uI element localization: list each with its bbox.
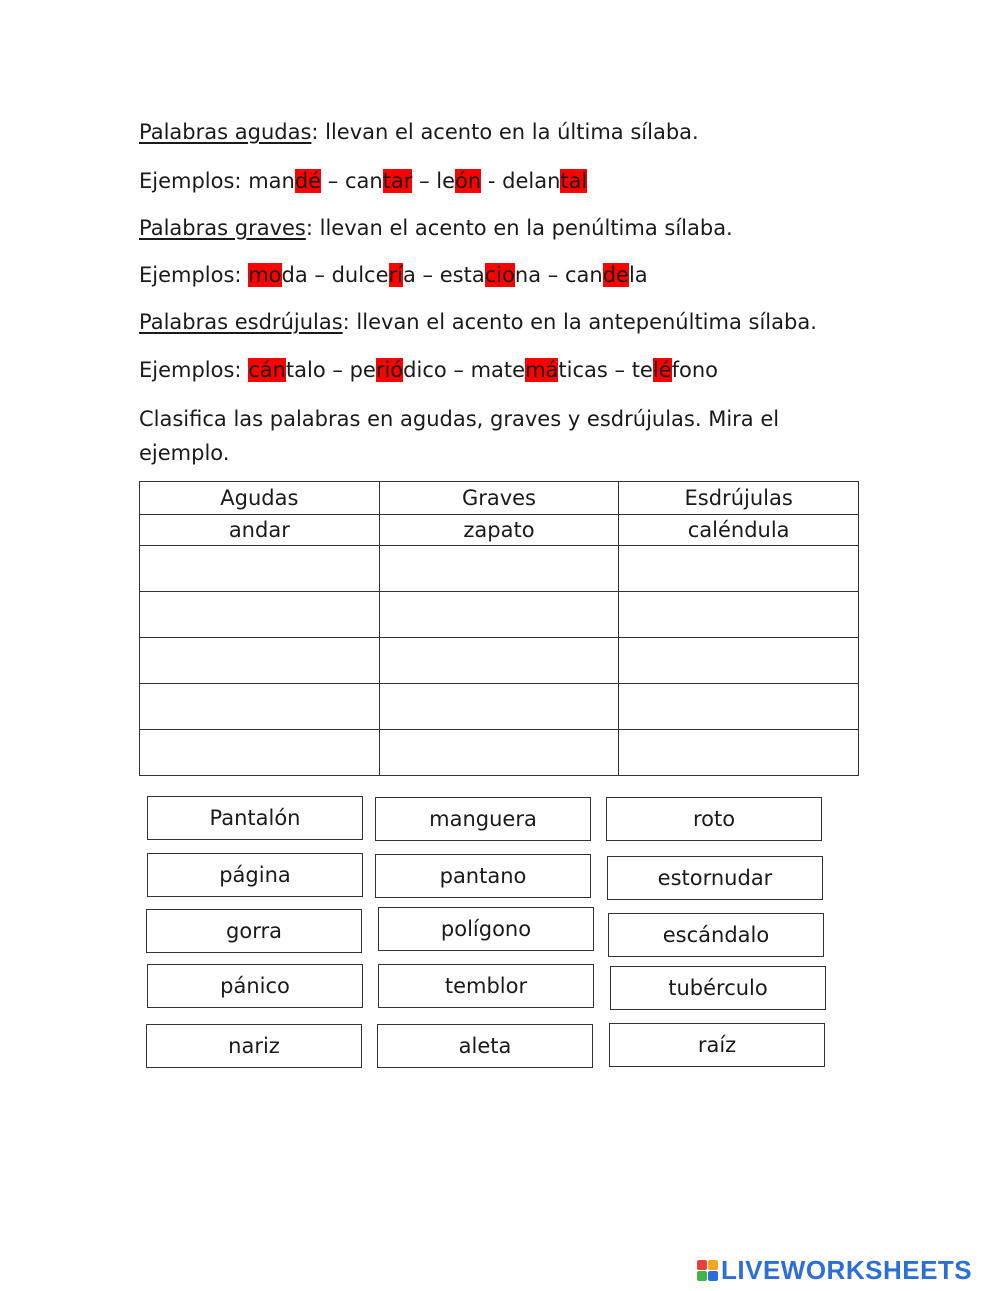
- stressed-syllable: cio: [484, 263, 515, 287]
- drop-cell-esdrujulas[interactable]: [619, 638, 859, 684]
- word-box[interactable]: manguera: [375, 797, 591, 841]
- word-box[interactable]: pánico: [147, 964, 363, 1008]
- drop-cell-esdrujulas[interactable]: [619, 684, 859, 730]
- table-header-row: [140, 482, 859, 515]
- logo-tile: [708, 1260, 718, 1270]
- word-box[interactable]: Pantalón: [147, 796, 363, 840]
- example-word: [248, 263, 308, 287]
- table-row: [140, 638, 859, 684]
- example-word: [332, 263, 416, 287]
- header-esdrujulas: Esdrújulas: [619, 482, 859, 515]
- logo-tile: [697, 1271, 707, 1281]
- term-esdrujulas: Palabras esdrújulas: [139, 310, 343, 334]
- syllable: a: [402, 263, 416, 287]
- example-word: [345, 169, 412, 193]
- word-box[interactable]: pantano: [375, 854, 591, 898]
- example-separator: –: [321, 169, 345, 193]
- stressed-syllable: rió: [375, 358, 404, 382]
- definition-agudas: : llevan el acento en la última sílaba.: [311, 120, 699, 144]
- example-word: [565, 263, 648, 287]
- examples-prefix: Ejemplos:: [139, 169, 249, 193]
- word-box[interactable]: polígono: [378, 907, 594, 951]
- header-graves: Graves: [379, 482, 619, 515]
- examples-agudas: [139, 166, 587, 196]
- example-separator: –: [446, 358, 471, 382]
- example-word: [248, 169, 321, 193]
- stressed-syllable: rí: [388, 263, 403, 287]
- word-box[interactable]: aleta: [377, 1024, 593, 1068]
- drop-cell-agudas[interactable]: [140, 684, 380, 730]
- example-word: [502, 169, 587, 193]
- syllable: na: [514, 263, 542, 287]
- example-separator: –: [307, 263, 332, 287]
- syllable: la: [628, 263, 648, 287]
- drop-cell-esdrujulas[interactable]: [619, 730, 859, 776]
- classification-table: [139, 481, 859, 776]
- example-separator: –: [412, 169, 437, 193]
- table-row: [140, 684, 859, 730]
- example-grave: zapato: [379, 515, 619, 546]
- drop-cell-agudas[interactable]: [140, 546, 380, 592]
- liveworksheets-logo: [697, 1255, 972, 1285]
- table-row: [140, 592, 859, 638]
- examples-prefix: Ejemplos:: [139, 263, 249, 287]
- stressed-syllable: cán: [248, 358, 286, 382]
- liveworksheets-icon: [697, 1260, 718, 1281]
- examples-graves: [139, 260, 648, 290]
- example-word: [471, 358, 608, 382]
- syllable: le: [436, 169, 456, 193]
- stressed-syllable: de: [602, 263, 629, 287]
- logo-tile: [708, 1271, 718, 1281]
- syllable: dico: [403, 358, 447, 382]
- examples-prefix: Ejemplos:: [139, 358, 249, 382]
- word-box[interactable]: gorra: [146, 909, 362, 953]
- instructions: Clasifica las palabras en agudas, graves y esdrújulas. Mira el ejemplo.: [139, 407, 780, 465]
- table-row: [140, 730, 859, 776]
- drop-cell-agudas[interactable]: [140, 592, 380, 638]
- definition-graves: : llevan el acento en la penúltima sílaba.: [305, 216, 733, 240]
- term-agudas: Palabras agudas: [139, 120, 312, 144]
- stressed-syllable: má: [525, 358, 559, 382]
- table-example-row: [140, 515, 859, 546]
- example-esdrujula: caléndula: [619, 515, 859, 546]
- table-row: [140, 546, 859, 592]
- example-separator: –: [415, 263, 440, 287]
- word-box[interactable]: página: [147, 853, 363, 897]
- stressed-syllable: dé: [294, 169, 322, 193]
- example-word: [248, 358, 326, 382]
- definition-esdrujulas: : llevan el acento en la antepenúltima sílaba.: [342, 310, 817, 334]
- example-separator: –: [541, 263, 565, 287]
- syllable: dulce: [331, 263, 389, 287]
- syllable: pe: [349, 358, 376, 382]
- syllable: da: [281, 263, 308, 287]
- rule-graves: [139, 213, 733, 243]
- example-separator: -: [481, 169, 503, 193]
- stressed-syllable: tal: [560, 169, 588, 193]
- example-word: [350, 358, 447, 382]
- example-word: [632, 358, 718, 382]
- word-box[interactable]: nariz: [146, 1024, 362, 1068]
- syllable: can: [344, 169, 383, 193]
- drop-cell-graves[interactable]: [379, 592, 619, 638]
- example-word: [436, 169, 481, 193]
- word-box[interactable]: estornudar: [607, 856, 823, 900]
- drop-cell-graves[interactable]: [379, 638, 619, 684]
- syllable: ticas: [558, 358, 608, 382]
- example-word: [440, 263, 541, 287]
- syllable: can: [564, 263, 603, 287]
- word-box[interactable]: escándalo: [608, 913, 824, 957]
- drop-cell-esdrujulas[interactable]: [619, 546, 859, 592]
- rule-agudas: [139, 117, 699, 147]
- logo-tile: [697, 1260, 707, 1270]
- stressed-syllable: ón: [455, 169, 482, 193]
- syllable: fono: [671, 358, 719, 382]
- syllable: te: [631, 358, 653, 382]
- word-box[interactable]: tubérculo: [610, 966, 826, 1010]
- rule-esdrujulas: [139, 307, 817, 337]
- syllable: esta: [439, 263, 485, 287]
- examples-esdrujulas: [139, 355, 718, 385]
- example-separator: –: [607, 358, 632, 382]
- drop-cell-esdrujulas[interactable]: [619, 592, 859, 638]
- word-box[interactable]: raíz: [609, 1023, 825, 1067]
- syllable: mate: [470, 358, 526, 382]
- drop-cell-agudas[interactable]: [140, 730, 380, 776]
- term-graves: Palabras graves: [139, 216, 306, 240]
- stressed-syllable: mo: [248, 263, 282, 287]
- syllable: man: [248, 169, 295, 193]
- syllable: talo: [285, 358, 326, 382]
- drop-cell-graves[interactable]: [379, 730, 619, 776]
- example-separator: –: [325, 358, 350, 382]
- stressed-syllable: tar: [382, 169, 413, 193]
- word-box[interactable]: temblor: [378, 964, 594, 1008]
- word-box[interactable]: roto: [606, 797, 822, 841]
- logo-text: LIVEWORKSHEETS: [721, 1254, 973, 1285]
- drop-cell-agudas[interactable]: [140, 638, 380, 684]
- header-agudas: Agudas: [140, 482, 380, 515]
- syllable: delan: [502, 169, 561, 193]
- example-aguda: andar: [140, 515, 380, 546]
- drop-cell-graves[interactable]: [379, 684, 619, 730]
- stressed-syllable: lé: [652, 358, 672, 382]
- drop-cell-graves[interactable]: [379, 546, 619, 592]
